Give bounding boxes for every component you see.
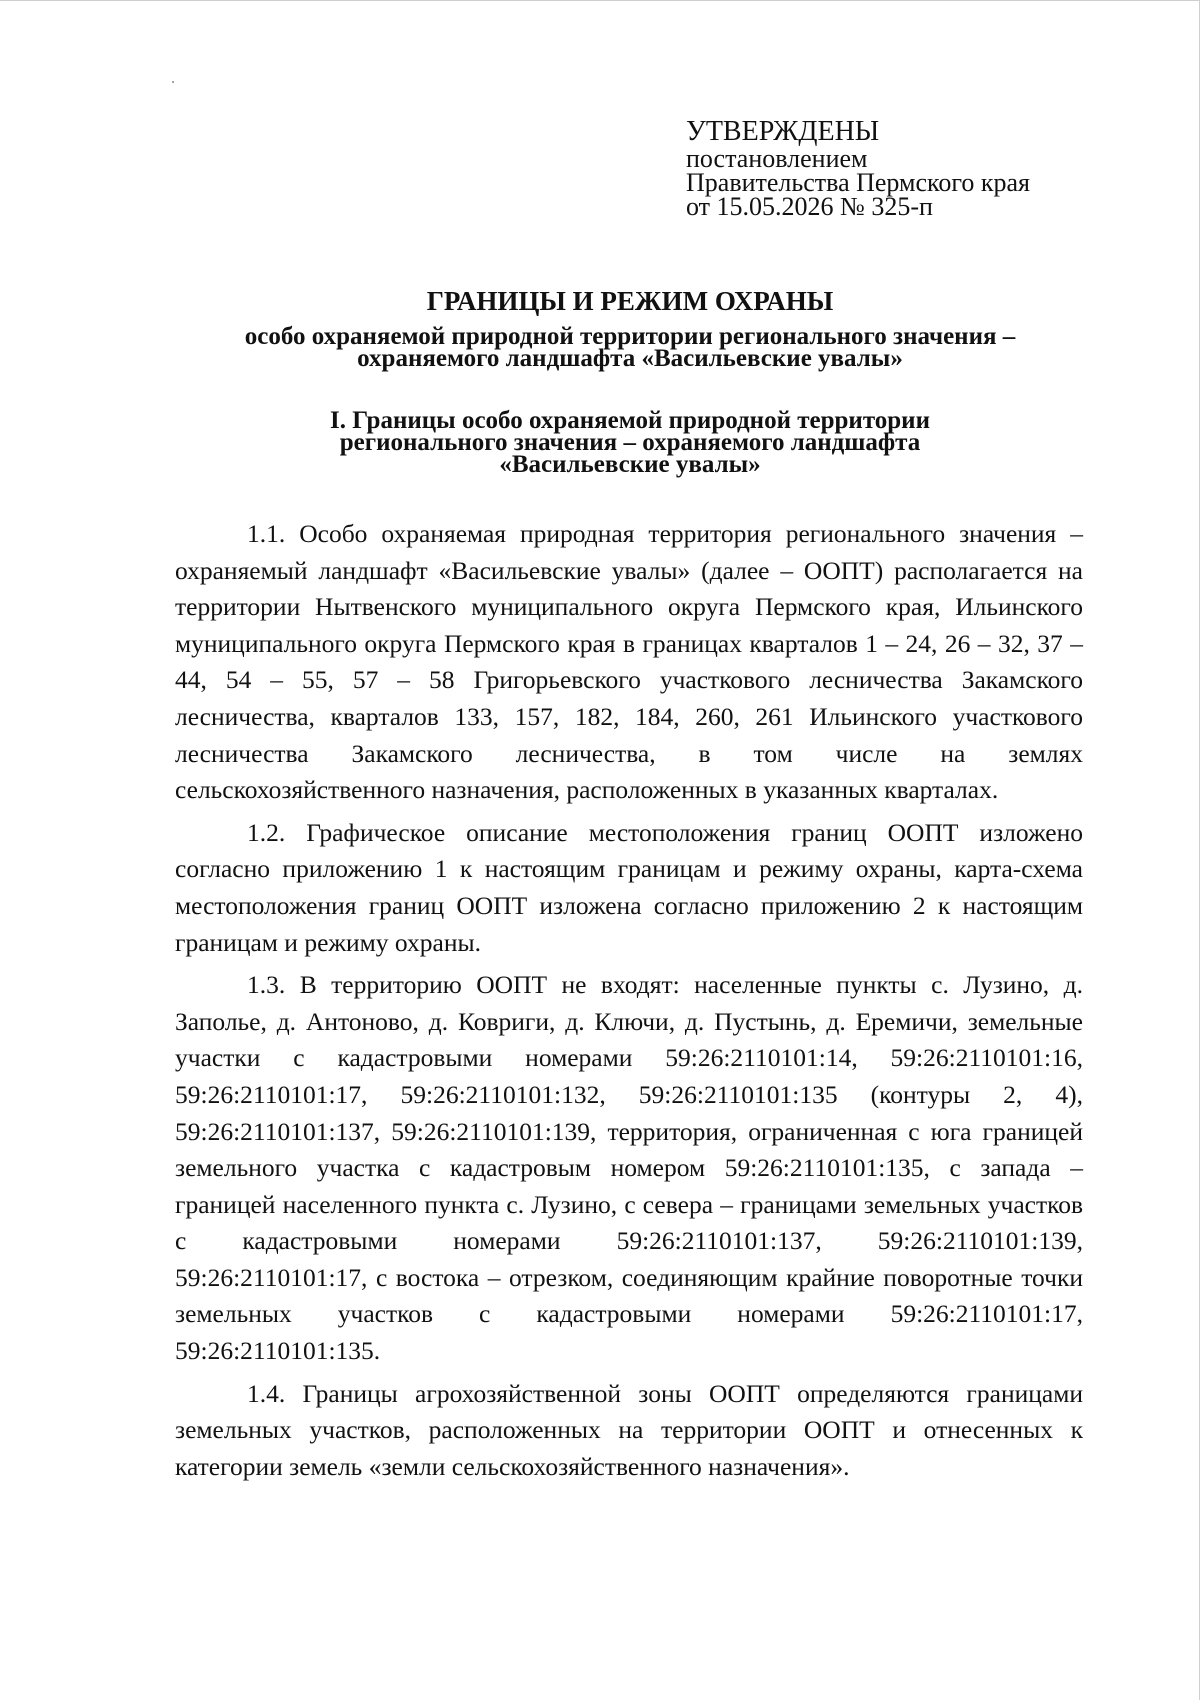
section-1-title [150, 407, 1110, 478]
section-1-title-line-3: «Васильевские увалы» [499, 451, 761, 478]
paragraph-1-2: 1.2. Графическое описание местоположения границ ООПТ изложено согласно приложению 1 к настоящим границам и режиму охраны, карта-схема местоположения границ ООПТ изложена согласно приложению 2 к настоящим границам и режиму охраны. [175, 817, 1083, 957]
scan-speck [172, 81, 174, 83]
document-title: ГРАНИЦЫ И РЕЖИМ ОХРАНЫ [426, 286, 834, 316]
approval-line-resolution: постановлением [686, 144, 868, 173]
section-1-title-line-1: I. Границы особо охраняемой природной территории [330, 407, 930, 434]
approval-line-government: Правительства Пермского края [686, 168, 1030, 197]
section-1-title-line-2: регионального значения – охраняемого ландшафта [339, 429, 921, 456]
subtitle-line-2: охраняемого ландшафта «Васильевские увалы» [357, 345, 903, 372]
section-1-body [175, 516, 1083, 1491]
document-subtitle [150, 323, 1110, 372]
subtitle-line-1: особо охраняемой природной территории регионального значения – [244, 323, 1016, 350]
paragraph-1-1: 1.1. Особо охраняемая природная территория регионального значения – охраняемый ландшафт «Васильевские увалы» (далее – ООПТ) располагается на территории Нытвенского муниципального округа Пермского края, Ильинского муниципального округа Пермского края в границах кварталов 1 – 24, 26 – 32, 37 – 44, 54 – 55, 57 – 58 Григорьевского участкового лесничества Закамского лесничества, кварталов 133, 157, 182, 184, 260, 261 Ильинского участкового лесничества Закамского лесничества, в том числе на землях сельскохозяйственного назначения, расположенных в указанных кварталах. [175, 519, 1083, 805]
paragraph-1-3: 1.3. В территорию ООПТ не входят: населенные пункты с. Лузино, д. Заполье, д. Антоново, д. Ковриги, д. Ключи, д. Пустынь, д. Еремичи, земельные участки с кадастровыми номерами 59:26:2110101:14, 59:26:2110101:16, 59:26:2110101:17, 59:26:2110101:132, 59:26:2110101:135 (контуры 2, 4), 59:26:2110101:137, 59:26:2110101:139, территория, ограниченная с юга границей земельного участка с кадастровым номером 59:26:2110101:135, с запада – границей населенного пункта с. Лузино, с севера – границами земельных участков с кадастровыми номерами 59:26:2110101:137, 59:26:2110101:139, 59:26:2110101:17, с востока – отрезком, соединяющим крайние поворотные точки земельных участков с кадастровыми номерами 59:26:2110101:17, 59:26:2110101:135. [175, 970, 1083, 1366]
approval-line-date-number: от 15.05.2026 № 325-п [686, 192, 933, 221]
paragraph-1-4: 1.4. Границы агрохозяйственной зоны ООПТ определяются границами земельных участков, расположенных на территории ООПТ и отнесенных к категории земель «земли сельскохозяйственного назначения». [175, 1378, 1083, 1481]
approval-stamp [686, 117, 1126, 219]
approval-heading: УТВЕРЖДЕНЫ [686, 116, 880, 147]
